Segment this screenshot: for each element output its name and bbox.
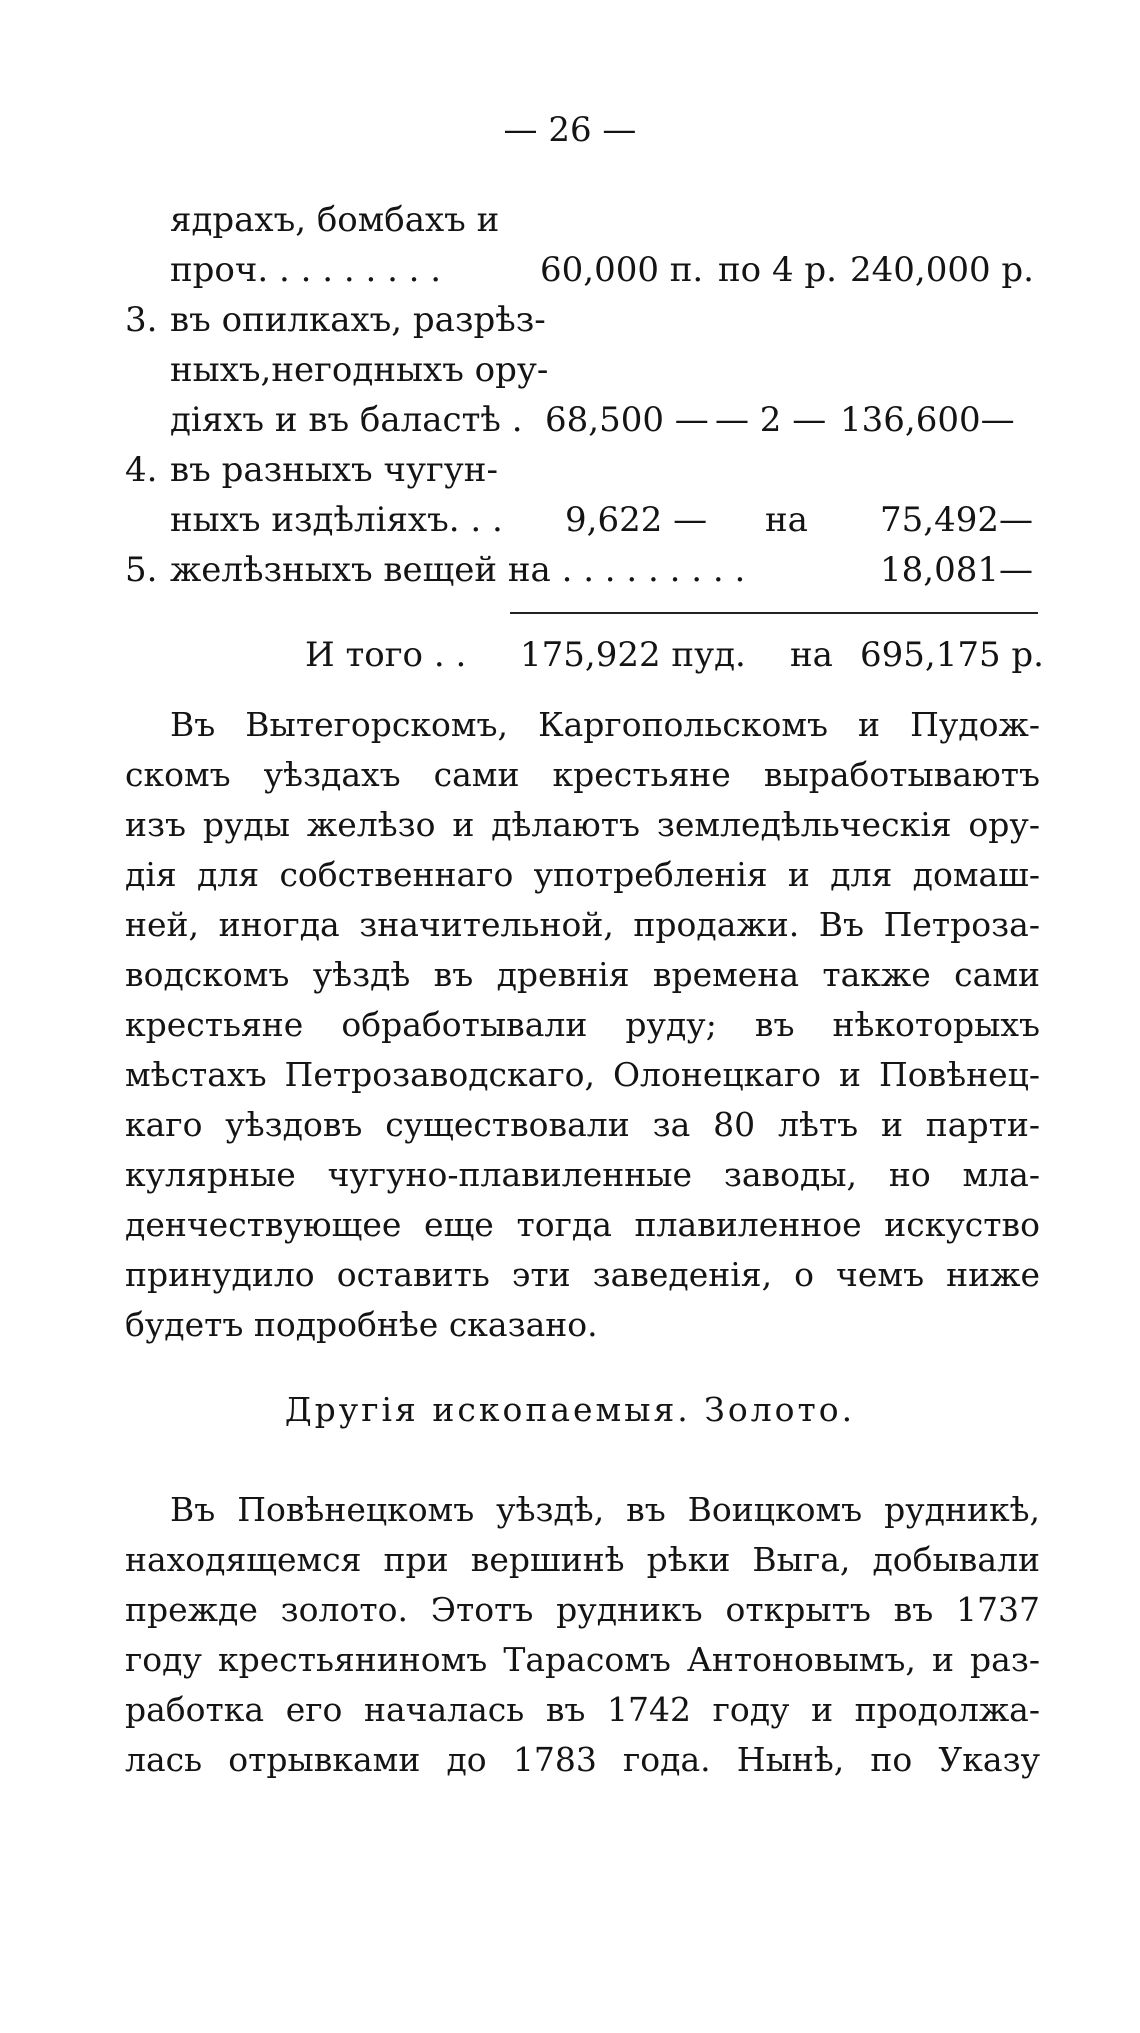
- paragraph-line: кулярные чугуно-плавиленные заводы, но мла-: [125, 1155, 1040, 1194]
- table-row-qty: 60,000 п.: [540, 250, 704, 290]
- table-row-total: 18,081—: [880, 550, 1033, 590]
- table-row-total: 240,000 р.: [850, 250, 1034, 290]
- paragraph-line: будетъ подробнѣе сказано.: [125, 1305, 598, 1344]
- table-row-label: въ разныхъ чугун-: [170, 450, 498, 490]
- paragraph-line: крестьяне обработывали руду; въ нѣкоторыхъ: [125, 1005, 1040, 1044]
- table-row-number: 4.: [125, 450, 158, 490]
- paragraph-line: работка его началась въ 1742 году и продолжа-: [125, 1690, 1040, 1729]
- paragraph-line: лась отрывками до 1783 года. Нынѣ, по Указу: [125, 1740, 1040, 1779]
- paragraph-line: денчествующее еще тогда плавиленное искуство: [125, 1205, 1040, 1244]
- paragraph-line: ней, иногда значительной, продажи. Въ Петроза-: [125, 905, 1040, 944]
- table-row-rate: по 4 р.: [718, 250, 837, 290]
- table-row-label: діяхъ и въ баластѣ .: [170, 400, 523, 440]
- paragraph-line: прежде золото. Этотъ рудникъ открытъ въ 1737: [125, 1590, 1040, 1629]
- table-row-qty: 9,622 —: [565, 500, 708, 540]
- paragraph-iron: [125, 700, 1040, 1350]
- paragraph-line: изъ руды желѣзо и дѣлаютъ земледѣльческія ору-: [125, 805, 1040, 844]
- table-row-total: 136,600—: [840, 400, 1015, 440]
- table-row-rate: — 2 —: [715, 400, 827, 440]
- total-rate: на: [790, 635, 833, 675]
- section-heading: Другія ископаемыя. Золото.: [284, 1390, 856, 1429]
- paragraph-line: водскомъ уѣздѣ въ древнія времена также сами: [125, 955, 1040, 994]
- paragraph-line: мѣстахъ Петрозаводскаго, Олонецкаго и Повѣнец-: [125, 1055, 1040, 1094]
- table-row-label: желѣзныхъ вещей на . . . . . . . . .: [170, 550, 746, 590]
- table-row-number: 5.: [125, 550, 158, 590]
- paragraph-gold: [125, 1485, 1040, 1785]
- table-row-rate: на: [765, 500, 808, 540]
- paragraph-line: году крестьяниномъ Тарасомъ Антоновымъ, и раз-: [125, 1640, 1040, 1679]
- sum-rule: [510, 612, 1038, 614]
- paragraph-line: дія для собственнаго употребленія и для домаш-: [125, 855, 1040, 894]
- table-row-label: въ опилкахъ, разрѣз-: [170, 300, 546, 340]
- paragraph-line: Въ Повѣнецкомъ уѣздѣ, въ Воицкомъ рудникѣ,: [170, 1490, 1040, 1529]
- table-row-label: ныхъ издѣліяхъ. . .: [170, 500, 503, 540]
- table-row-label: проч. . . . . . . . .: [170, 250, 442, 290]
- total-quantity: 175,922 пуд.: [520, 635, 746, 675]
- paragraph-line: принудило оставить эти заведенія, о чемъ ниже: [125, 1255, 1040, 1294]
- paragraph-line: скомъ уѣздахъ сами крестьяне выработываютъ: [125, 755, 1040, 794]
- table-row-qty: 68,500 —: [545, 400, 709, 440]
- table-row-number: 3.: [125, 300, 158, 340]
- paragraph-line: находящемся при вершинѣ рѣки Выга, добывали: [125, 1540, 1040, 1579]
- total-label: И того . .: [305, 635, 467, 675]
- table-row-label: ныхъ,негодныхъ ору-: [170, 350, 549, 390]
- table-row-label: ядрахъ, бомбахъ и: [170, 200, 500, 240]
- total-sum: 695,175 р.: [860, 635, 1044, 675]
- paragraph-line: Въ Вытегорскомъ, Каргопольскомъ и Пудож-: [170, 705, 1040, 744]
- page-number: — 26 —: [503, 110, 637, 150]
- table-row-total: 75,492—: [880, 500, 1033, 540]
- paragraph-line: каго уѣздовъ существовали за 80 лѣтъ и парти-: [125, 1105, 1040, 1144]
